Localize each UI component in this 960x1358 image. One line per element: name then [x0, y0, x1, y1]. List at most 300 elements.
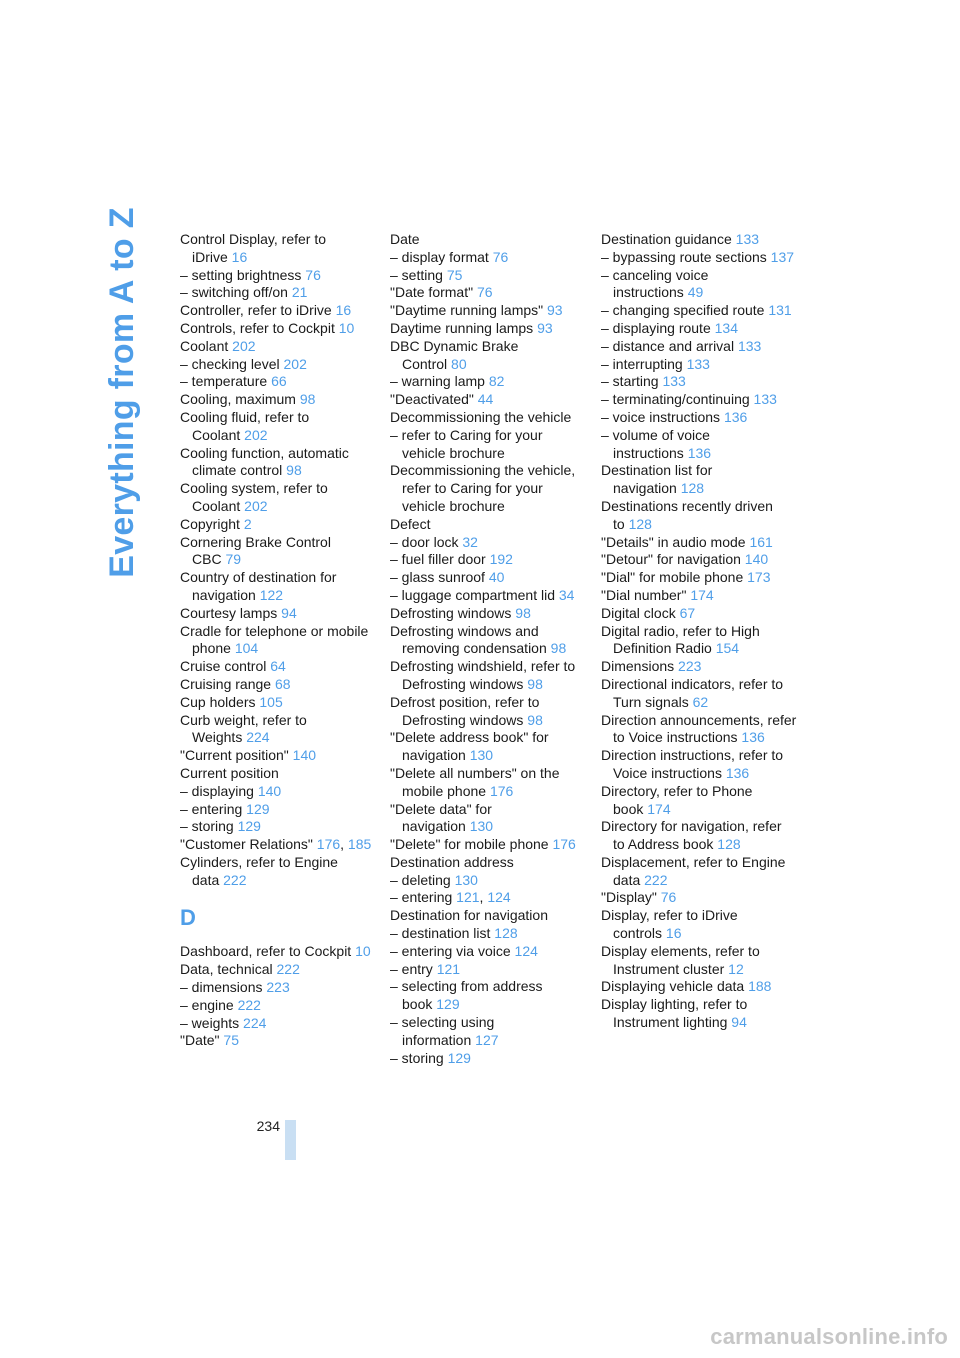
- index-entry-text: Directional indicators, refer to Turn signals: [601, 675, 784, 710]
- index-entry: [180, 516, 376, 534]
- page-reference-link[interactable]: 133: [686, 355, 710, 372]
- index-entry-text: – displaying: [180, 782, 254, 799]
- index-entry: [180, 569, 376, 605]
- index-entry-text: Cruise control: [180, 658, 267, 675]
- index-entry-text: Controller, refer to iDrive: [180, 302, 332, 319]
- page-reference-link[interactable]: 98: [527, 711, 543, 728]
- index-entry-text: Data, technical: [180, 961, 273, 978]
- index-entry-text: Directory for navigation, refer to Address book: [601, 818, 782, 853]
- page-reference-link[interactable]: 134: [714, 319, 738, 336]
- index-entry: [180, 747, 376, 765]
- index-entry: [390, 1050, 586, 1068]
- index-entry: [601, 534, 797, 552]
- page-reference-link[interactable]: 222: [237, 996, 261, 1013]
- page-reference-link[interactable]: 64: [270, 658, 286, 675]
- index-entry: [601, 658, 797, 676]
- page-reference-link[interactable]: 98: [550, 640, 567, 657]
- page-reference-link[interactable]: 121: [456, 889, 480, 906]
- index-entry: [180, 818, 376, 836]
- page-reference-link[interactable]: 93: [547, 302, 563, 319]
- watermark: carmanualsonline.info: [710, 1324, 948, 1349]
- page-reference-link[interactable]: 94: [281, 604, 297, 621]
- index-entry: [390, 516, 586, 534]
- index-entry: [180, 961, 376, 979]
- page-reference-link[interactable]: 76: [660, 889, 677, 906]
- index-entry-text: Cup holders: [180, 693, 256, 710]
- index-entry: [601, 391, 797, 409]
- page-reference-link[interactable]: 222: [223, 871, 247, 888]
- index-entry: [601, 978, 797, 996]
- index-entry: [601, 551, 797, 569]
- page-reference-link[interactable]: 202: [244, 497, 268, 514]
- index-entry-text: – terminating/continuing: [601, 391, 750, 408]
- index-entry-text: – setting: [390, 266, 443, 283]
- page-reference-link[interactable]: 188: [748, 978, 772, 995]
- index-entry: "Customer Relations" 176, 185: [180, 836, 372, 853]
- index-entry: [601, 498, 797, 534]
- page-reference-link[interactable]: 176: [489, 782, 514, 799]
- index-entry-text: Cradle for telephone or mobile phone: [180, 622, 369, 657]
- index-entry: [180, 605, 376, 623]
- index-entry-text: "Deactivated": [390, 391, 474, 408]
- page-reference-link[interactable]: 76: [492, 248, 509, 265]
- index-entry: [601, 462, 797, 498]
- index-entry-text: Cornering Brake Control CBC: [180, 533, 331, 568]
- index-entry-text: – starting: [601, 373, 659, 390]
- page-reference-link[interactable]: 122: [259, 586, 284, 603]
- index-column-2: [390, 231, 586, 1067]
- page-reference-link[interactable]: 133: [735, 231, 760, 247]
- index-entry: [601, 231, 797, 249]
- index-entry-text: – voice instructions: [601, 408, 721, 425]
- page-reference-link[interactable]: 174: [647, 800, 671, 817]
- index-entry-text: Dashboard, refer to Cockpit: [180, 943, 352, 960]
- index-entry-text: – entry: [390, 960, 433, 977]
- index-entry: [390, 373, 586, 391]
- page-reference-link[interactable]: 32: [462, 533, 478, 550]
- page-reference-link[interactable]: 16: [231, 248, 248, 265]
- page-reference-link[interactable]: 136: [725, 764, 750, 781]
- page-reference-link[interactable]: 129: [447, 1049, 471, 1066]
- index-entry: [180, 284, 376, 302]
- index-entry: [390, 338, 586, 374]
- index-entry: [180, 1015, 376, 1033]
- index-entry-text: – entering: [180, 800, 243, 817]
- index-entry-text: "Display": [601, 889, 657, 906]
- index-entry-text: Defrosting windshield, refer to Defrosting windows: [390, 658, 576, 692]
- page-reference-link[interactable]: 136: [723, 408, 748, 425]
- index-entry: [390, 836, 586, 854]
- index-entry: [601, 605, 797, 623]
- side-title: [92, 206, 152, 578]
- index-entry-text: Coolant: [180, 337, 229, 354]
- index-entry-text: – door lock: [390, 533, 459, 550]
- page-reference-link[interactable]: 66: [271, 373, 287, 390]
- page-reference-link[interactable]: 133: [737, 337, 762, 354]
- index-entry-text: Direction instructions, refer to Voice instructions: [601, 747, 784, 781]
- index-entry-text: – engine: [180, 996, 234, 1013]
- index-entry: [601, 818, 797, 854]
- index-entry: [180, 356, 376, 374]
- index-entry-text: Defrost position, refer to Defrosting windows: [390, 693, 540, 728]
- page-reference-link[interactable]: 80: [451, 355, 467, 372]
- index-entry-text: "Delete all numbers" on the mobile phone: [390, 764, 560, 799]
- page-reference-link[interactable]: 40: [488, 569, 505, 586]
- page-reference-link[interactable]: 202: [244, 426, 268, 443]
- page-reference-link[interactable]: 10: [338, 319, 355, 336]
- index-entry-text: Display elements, refer to Instrument cluster: [601, 942, 760, 977]
- index-entry-text: "Date": [180, 1032, 220, 1049]
- index-entry: [390, 925, 586, 943]
- page-reference-link[interactable]: 49: [687, 284, 704, 301]
- page-number: 234: [256, 1118, 280, 1134]
- index-column-3: [601, 231, 797, 1032]
- page-reference-link[interactable]: 130: [454, 871, 478, 888]
- index-entry-text: Cooling function, automatic climate control: [180, 444, 349, 479]
- page-reference-link[interactable]: 222: [644, 871, 668, 888]
- page-reference-link[interactable]: 224: [246, 729, 270, 746]
- index-entry: [390, 907, 586, 925]
- index-entry: [390, 569, 586, 587]
- index-entry: [601, 747, 797, 783]
- index-entry: [180, 997, 376, 1015]
- page-reference-link[interactable]: 21: [291, 284, 308, 301]
- index-entry: [390, 302, 586, 320]
- index-entry-text: Cylinders, refer to Engine data: [180, 853, 338, 888]
- index-entry: [390, 943, 586, 961]
- index-entry-text: Displacement, refer to Engine data: [601, 853, 786, 888]
- index-entry-text: – setting brightness: [180, 266, 302, 283]
- index-entry: [180, 623, 376, 659]
- index-entry: [180, 320, 376, 338]
- index-entry-text: "Date format": [390, 284, 474, 301]
- index-entry: [390, 551, 586, 569]
- page-reference-link[interactable]: 130: [469, 747, 494, 764]
- index-entry: [390, 854, 586, 872]
- page-reference-link[interactable]: 121: [436, 960, 461, 977]
- page-reference-link[interactable]: 223: [266, 979, 290, 996]
- page-reference-link[interactable]: 128: [717, 836, 741, 853]
- page-reference-link[interactable]: 140: [292, 747, 317, 764]
- page-reference-link[interactable]: 185: [347, 836, 372, 853]
- index-entry: [601, 569, 797, 587]
- page-reference-link[interactable]: 34: [558, 586, 575, 603]
- page-reference-link[interactable]: 98: [515, 604, 531, 621]
- index-entry: [601, 943, 797, 979]
- index-entry-text: Dimensions: [601, 658, 675, 675]
- index-entry-text: – deleting: [390, 871, 451, 888]
- page-reference-link[interactable]: 223: [678, 658, 702, 675]
- page-reference-link[interactable]: 137: [770, 248, 795, 265]
- index-entry: [601, 996, 797, 1032]
- page-reference-link[interactable]: 222: [276, 961, 300, 978]
- page-reference-link[interactable]: 98: [527, 675, 543, 692]
- page-reference-link[interactable]: 12: [728, 960, 744, 977]
- index-entry-text: Curb weight, refer to Weights: [180, 711, 307, 746]
- index-entry: [601, 373, 797, 391]
- page-reference-link[interactable]: 128: [494, 925, 518, 942]
- page-reference-link[interactable]: 133: [662, 373, 686, 390]
- index-entry: [601, 907, 797, 943]
- index-entry: [390, 409, 586, 427]
- index-entry-text: Controls, refer to Cockpit: [180, 319, 335, 336]
- index-entry-text: Courtesy lamps: [180, 604, 278, 621]
- index-entry-text: – entering via voice: [390, 942, 511, 959]
- index-entry: [180, 694, 376, 712]
- index-entry-text: – luggage compartment lid: [390, 586, 555, 603]
- index-entry-text: "Current position": [180, 747, 289, 764]
- index-entry: [601, 783, 797, 819]
- index-entry: [601, 623, 797, 659]
- page-reference-link[interactable]: 44: [477, 391, 494, 408]
- index-entry: [390, 978, 586, 1014]
- index-entry: [180, 765, 376, 783]
- page-reference-link[interactable]: 104: [234, 640, 259, 657]
- index-entry: [180, 373, 376, 391]
- index-entry-text: – refer to Caring for your vehicle brochure: [390, 426, 543, 461]
- index-entry: [390, 1014, 586, 1050]
- page-number-bar: [285, 1120, 296, 1160]
- page-reference-link[interactable]: 224: [243, 1014, 267, 1031]
- page-reference-link[interactable]: 10: [355, 943, 371, 960]
- index-entry: [180, 338, 376, 356]
- index-entry: [390, 605, 586, 623]
- index-entry: [601, 712, 797, 748]
- index-entry-text: Display lighting, refer to Instrument lighting: [601, 996, 748, 1031]
- page-reference-link[interactable]: 98: [299, 391, 316, 408]
- page-reference-link[interactable]: 68: [274, 675, 291, 692]
- index-entry: [390, 765, 586, 801]
- page-reference-link[interactable]: 176: [552, 836, 576, 853]
- index-entry-text: – changing specified route: [601, 302, 765, 319]
- page-reference-link[interactable]: 128: [680, 480, 705, 497]
- index-entry: [390, 694, 586, 730]
- page-reference-link[interactable]: 128: [628, 515, 652, 532]
- index-entry: [390, 427, 586, 463]
- page-reference-link[interactable]: 93: [537, 319, 553, 336]
- index-entry: [180, 480, 376, 516]
- index-entry: [390, 267, 586, 285]
- index-entry-text: – switching off/on: [180, 284, 288, 301]
- side-title-text: Everything from A to Z: [102, 206, 141, 578]
- index-entry-text: Date: [390, 231, 420, 247]
- page-reference-link[interactable]: 140: [744, 551, 769, 568]
- page-reference-link[interactable]: 140: [257, 782, 282, 799]
- page-reference-link[interactable]: 130: [469, 818, 494, 835]
- index-entry-text: – distance and arrival: [601, 337, 735, 354]
- index-entry-text: Digital radio, refer to High Definition Radio: [601, 622, 760, 657]
- index-entry: [390, 961, 586, 979]
- index-entry: [390, 658, 586, 694]
- index-entry-text: Destination guidance: [601, 231, 732, 247]
- index-entry: [180, 783, 376, 801]
- index-entry-text: – storing: [180, 818, 234, 835]
- page-reference-link[interactable]: 124: [487, 889, 511, 906]
- index-entry: [601, 249, 797, 267]
- index-entry: [390, 249, 586, 267]
- page-reference-link[interactable]: 16: [335, 302, 352, 319]
- index-entry-text: Defrosting windows: [390, 604, 512, 621]
- page-reference-link[interactable]: 16: [665, 925, 682, 942]
- index-entry-text: – fuel filler door: [390, 551, 486, 568]
- index-entry: [180, 391, 376, 409]
- index-entry: [180, 445, 376, 481]
- page-reference-link[interactable]: 202: [232, 337, 256, 354]
- page-reference-link[interactable]: 129: [246, 800, 270, 817]
- index-entry-text: – displaying route: [601, 319, 711, 336]
- index-entry-text: Cruising range: [180, 675, 272, 692]
- index-entry: [180, 302, 376, 320]
- index-entry-text: "Dial number": [601, 586, 687, 603]
- index-entry: [180, 409, 376, 445]
- page-reference-link[interactable]: 176: [316, 836, 341, 853]
- index-entry-text: Cooling fluid, refer to Coolant: [180, 408, 310, 443]
- index-entry: [390, 231, 586, 249]
- index-entry: [601, 267, 797, 303]
- index-entry: [601, 427, 797, 463]
- index-entry: [390, 729, 586, 765]
- index-entry: – entering 121, 124: [390, 889, 511, 906]
- page-reference-link[interactable]: 67: [679, 604, 696, 621]
- page-reference-link[interactable]: 192: [489, 551, 513, 568]
- index-entry: [390, 284, 586, 302]
- index-entry: [390, 320, 586, 338]
- index-entry-text: "Detour" for navigation: [601, 551, 741, 568]
- index-entry-text: – bypassing route sections: [601, 248, 767, 265]
- index-entry-text: Daytime running lamps: [390, 319, 534, 336]
- index-entry-text: – volume of voice instructions: [601, 426, 710, 461]
- index-entry-text: – canceling voice instructions: [601, 266, 709, 301]
- index-entry-text: Displaying vehicle data: [601, 978, 745, 995]
- index-entry-text: – weights: [180, 1014, 240, 1031]
- index-entry: [601, 338, 797, 356]
- index-entry-text: Control Display, refer to iDrive: [180, 231, 327, 265]
- page-reference-link[interactable]: 76: [305, 266, 321, 283]
- index-entry-text: Decommissioning the vehicle: [390, 408, 572, 425]
- index-entry: [601, 409, 797, 427]
- index-entry-text: Destination for navigation: [390, 907, 548, 924]
- page-reference-link[interactable]: 136: [687, 444, 712, 461]
- page-reference-link[interactable]: 129: [237, 818, 261, 835]
- index-entry-text: "Delete data" for navigation: [390, 800, 492, 835]
- page-reference-link[interactable]: 154: [715, 640, 740, 657]
- index-entry: [601, 676, 797, 712]
- index-entry-text: Digital clock: [601, 604, 676, 621]
- index-entry: [601, 356, 797, 374]
- index-entry: [601, 587, 797, 605]
- page-reference-link[interactable]: 129: [436, 996, 460, 1013]
- index-entry: [601, 320, 797, 338]
- index-entry-text: Copyright: [180, 515, 240, 532]
- index-entry-text: – glass sunroof: [390, 569, 485, 586]
- index-entry-text: – dimensions: [180, 979, 263, 996]
- page-reference-link[interactable]: 124: [514, 942, 538, 959]
- index-entry-text: – storing: [390, 1049, 444, 1066]
- index-entry: [601, 854, 797, 890]
- index-entry-text: Destination address: [390, 853, 514, 870]
- index-entry-text: Decommissioning the vehicle, refer to Caring for your vehicle brochure: [390, 462, 576, 514]
- index-entry-text: DBC Dynamic Brake Control: [390, 337, 519, 372]
- index-entry-text: – entering: [390, 889, 453, 906]
- index-entry-text: Country of destination for navigation: [180, 569, 337, 603]
- page-reference-link[interactable]: 202: [283, 355, 307, 372]
- index-entry-text: – checking level: [180, 355, 280, 372]
- index-entry-text: Direction announcements, refer to Voice instructions: [601, 711, 797, 746]
- index-entry-text: Defrosting windows and removing condensation: [390, 622, 547, 657]
- page-reference-link[interactable]: 133: [753, 391, 777, 408]
- index-entry: [390, 623, 586, 659]
- page-reference-link[interactable]: 79: [225, 551, 242, 568]
- index-entry: [180, 267, 376, 285]
- page-reference-link[interactable]: 94: [731, 1014, 747, 1031]
- index-entry: [601, 889, 797, 907]
- index-entry-text: Defect: [390, 515, 431, 532]
- index-entry-text: Destination list for navigation: [601, 462, 713, 497]
- page-reference-link[interactable]: 75: [446, 266, 463, 283]
- page-reference-link[interactable]: 173: [747, 569, 771, 586]
- page-reference-link[interactable]: 136: [741, 729, 765, 746]
- index-entry-text: – temperature: [180, 373, 268, 390]
- index-entry: [390, 391, 586, 409]
- index-entry-text: Destinations recently driven to: [601, 497, 773, 532]
- index-entry: [180, 231, 376, 267]
- index-entry-text: – selecting using information: [390, 1014, 495, 1048]
- index-entry-text: "Dial" for mobile phone: [601, 569, 744, 586]
- index-entry-text: – selecting from address book: [390, 978, 543, 1013]
- page-reference-link[interactable]: 98: [286, 462, 302, 479]
- index-entry-text: "Daytime running lamps": [390, 302, 544, 319]
- index-entry-text: – warning lamp: [390, 373, 485, 390]
- page-reference-link[interactable]: 174: [690, 586, 714, 603]
- index-entry-text: Display, refer to iDrive controls: [601, 907, 738, 942]
- index-entry: [390, 534, 586, 552]
- page-reference-link[interactable]: 2: [243, 515, 252, 532]
- index-entry: [601, 302, 797, 320]
- index-entry: [180, 676, 376, 694]
- page-reference-link[interactable]: 161: [749, 533, 773, 550]
- index-entry: [180, 854, 376, 890]
- index-entry: [390, 872, 586, 890]
- page-reference-link[interactable]: 82: [488, 373, 505, 390]
- index-entry-text: – interrupting: [601, 355, 683, 372]
- index-entry: [180, 658, 376, 676]
- page-reference-link[interactable]: 105: [259, 693, 283, 710]
- page-reference-link[interactable]: 75: [223, 1032, 239, 1049]
- page-reference-link[interactable]: 131: [768, 302, 792, 319]
- index-entry-text: "Details" in audio mode: [601, 533, 746, 550]
- index-column-1: [180, 231, 376, 1050]
- index-entry-text: Directory, refer to Phone book: [601, 782, 753, 817]
- page-reference-link[interactable]: 127: [475, 1031, 499, 1048]
- index-entry: [180, 943, 376, 961]
- index-entry: [390, 587, 586, 605]
- index-entry-text: "Delete" for mobile phone: [390, 836, 549, 853]
- index-entry-text: Cooling, maximum: [180, 391, 296, 408]
- index-entry: [180, 801, 376, 819]
- index-entry-text: – display format: [390, 248, 489, 265]
- index-entry: [390, 801, 586, 837]
- index-letter-heading: D: [180, 905, 196, 931]
- index-entry: [180, 979, 376, 997]
- index-entry-text: – destination list: [390, 925, 491, 942]
- index-entry: [180, 712, 376, 748]
- page-reference-link[interactable]: 76: [476, 284, 493, 301]
- index-entry: [180, 534, 376, 570]
- index-entry-text: "Delete address book" for navigation: [390, 729, 549, 764]
- index-entry: [180, 1032, 376, 1050]
- index-entry: [390, 462, 586, 515]
- page-reference-link[interactable]: 62: [692, 693, 709, 710]
